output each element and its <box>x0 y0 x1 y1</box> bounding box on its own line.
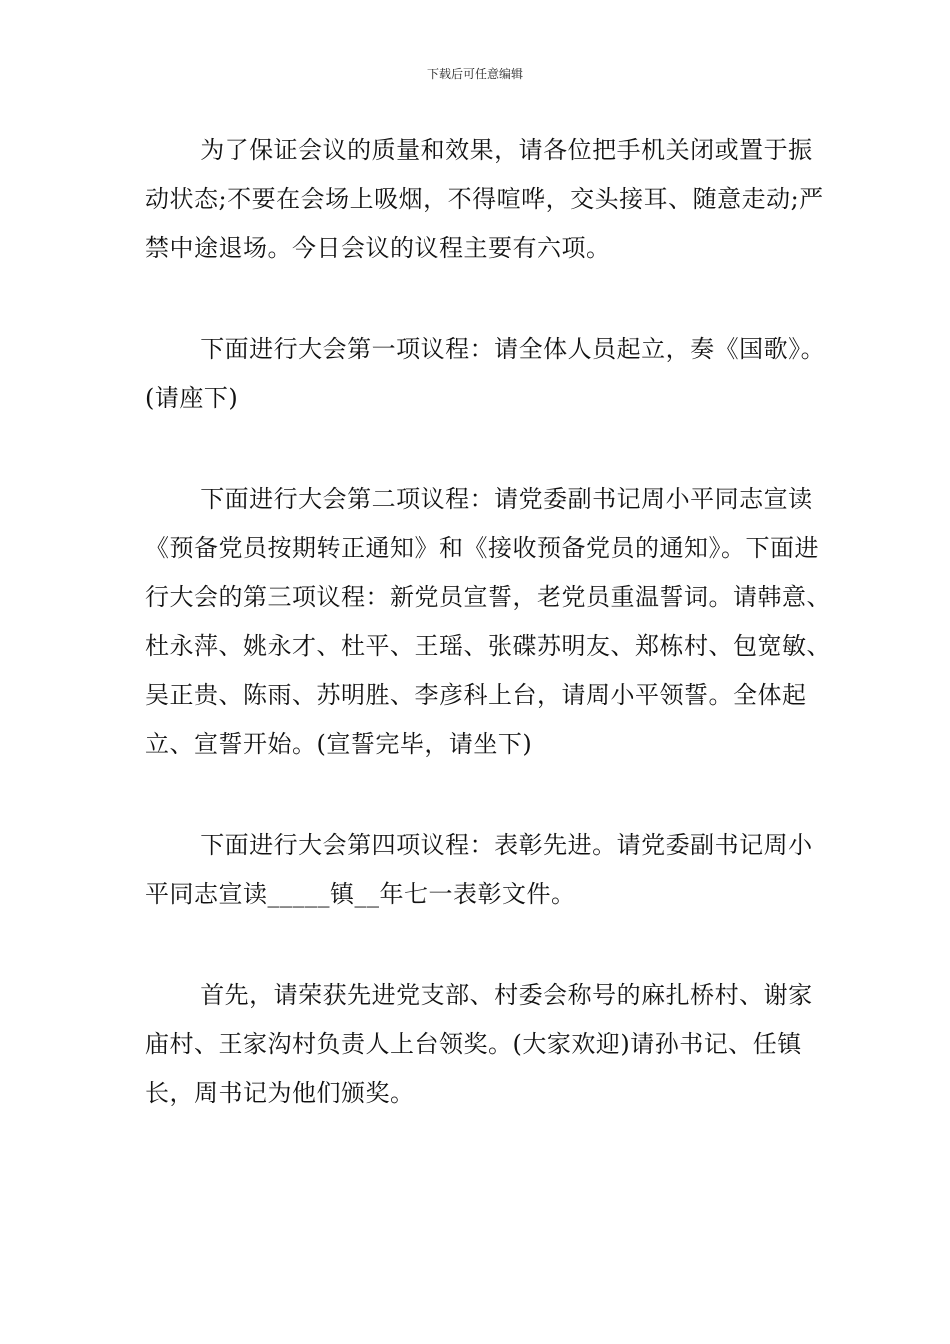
page-header: 下载后可任意编辑 <box>426 67 523 81</box>
paragraph-meeting-rules: 为了保证会议的质量和效果，请各位把手机关闭或置于振动状态;不要在会场上吸烟，不得喧哗，交头接耳、随意走动;严禁中途退场。今日会议的议程主要有六项。 <box>145 136 824 262</box>
document-body <box>145 126 835 1170</box>
paragraph-agenda-item-2-3: 下面进行大会第二项议程：请党委副书记周小平同志宣读《预备党员按期转正通知》和《接收预备党员的通知》。下面进行大会的第三项议程：新党员宣誓，老党员重温誓词。请韩意、杜永萍、姚永才、杜平、王瑶、张碟苏明友、郑栋村、包宽敏、吴正贵、陈雨、苏明胜、李彦科上台，请周小平领誓。全体起立、宣誓开始。(宣誓完毕，请坐下) <box>145 485 831 758</box>
paragraph-agenda-item-1: 下面进行大会第一项议程：请全体人员起立，奏《国歌》。(请座下) <box>145 335 826 412</box>
paragraph-agenda-item-4: 下面进行大会第四项议程：表彰先进。请党委副书记周小平同志宣读_____镇__年七一表彰文件。 <box>145 831 813 908</box>
paragraph-awards: 首先，请荣获先进党支部、村委会称号的麻扎桥村、谢家庙村、王家沟村负责人上台领奖。(大家欢迎)请孙书记、任镇长，周书记为他们颁奖。 <box>145 981 813 1107</box>
